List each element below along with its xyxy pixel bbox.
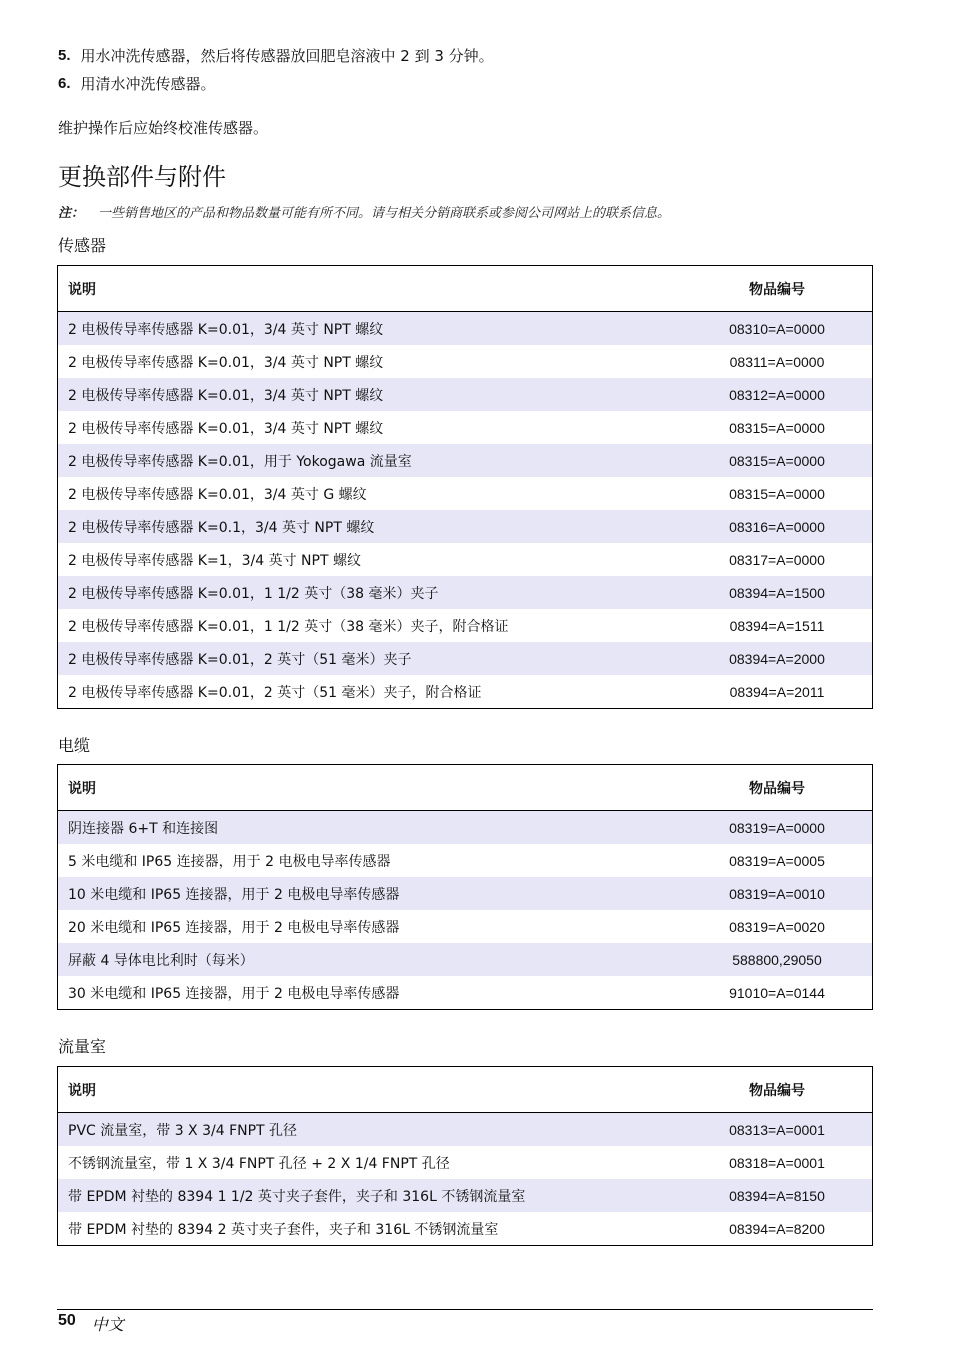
table-row (58, 1146, 873, 1179)
column-header-description: 说明 (58, 1067, 683, 1113)
item-description: 2 电极传导率传感器 K=0.01，3/4 英寸 NPT 螺纹 (58, 378, 683, 411)
cables-heading: 电缆 (58, 736, 91, 755)
section-title: 更换部件与附件 (58, 163, 226, 191)
note-text: 一些销售地区的产品和物品数量可能有所不同。请与相关分销商联系或参阅公司网站上的联系信息。 (98, 206, 671, 221)
item-description: 2 电极传导率传感器 K=0.01，1 1/2 英寸（38 毫米）夹子 (58, 576, 683, 609)
item-number: 91010=A=0144 (729, 984, 825, 1001)
item-number: 08394=A=8150 (682, 1179, 873, 1212)
item-description: 阴连接器 6+T 和连接图 (58, 811, 683, 845)
cables-table (57, 764, 873, 1010)
item-description: 2 电极传导率传感器 K=0.01，3/4 英寸 NPT 螺纹 (68, 420, 384, 437)
table-row (58, 444, 873, 477)
item-number: 08394=A=1500 (682, 576, 873, 609)
note-label: 注： (58, 206, 85, 221)
item-description: 2 电极传导率传感器 K=0.01，3/4 英寸 G 螺纹 (68, 486, 367, 503)
page-footer (58, 1312, 124, 1335)
flowcells-heading: 流量室 (58, 1037, 107, 1056)
table-row (58, 844, 873, 877)
footer-language: 中文 (91, 1315, 124, 1334)
footer-divider (57, 1309, 873, 1310)
item-description: 带 EPDM 衬垫的 8394 1 1/2 英寸夹子套件，夹子和 316L 不锈钢流量室 (58, 1179, 683, 1212)
item-description: 2 电极传导率传感器 K=0.01，3/4 英寸 NPT 螺纹 (58, 312, 683, 346)
step-6 (58, 74, 216, 94)
item-number: 08394=A=1511 (729, 617, 825, 634)
table-header-row (58, 266, 873, 312)
step-text: 用水冲洗传感器，然后将传感器放回肥皂溶液中 2 到 3 分钟。 (80, 47, 494, 65)
table-row (58, 378, 873, 411)
table-row (58, 609, 873, 642)
sensors-table (57, 265, 873, 709)
item-description: 20 米电缆和 IP65 连接器，用于 2 电极电导率传感器 (68, 919, 400, 936)
item-number: 08394=A=8200 (729, 1220, 825, 1237)
item-number: 08319=A=0020 (729, 918, 825, 935)
table-row (58, 976, 873, 1010)
sensors-heading: 传感器 (58, 236, 107, 255)
item-description: PVC 流量室，带 3 X 3/4 FNPT 孔径 (58, 1113, 683, 1147)
item-description: 30 米电缆和 IP65 连接器，用于 2 电极电导率传感器 (68, 985, 400, 1002)
table-row (58, 312, 873, 346)
flowcells-table (57, 1066, 873, 1246)
step-number: 5. (58, 47, 71, 64)
item-number: 08316=A=0000 (682, 510, 873, 543)
table-row (58, 675, 873, 709)
table-row (58, 811, 873, 845)
table-row (58, 576, 873, 609)
item-number: 08394=A=2011 (729, 683, 825, 700)
column-header-description: 说明 (58, 765, 683, 811)
table-row (58, 877, 873, 910)
table-row (58, 543, 873, 576)
item-description: 2 电极传导率传感器 K=0.01，1 1/2 英寸（38 毫米）夹子，附合格证 (68, 618, 509, 635)
item-description: 10 米电缆和 IP65 连接器，用于 2 电极电导率传感器 (58, 877, 683, 910)
table-row (58, 510, 873, 543)
table-row (58, 642, 873, 675)
item-number: 08317=A=0000 (729, 551, 825, 568)
item-description: 2 电极传导率传感器 K=0.01，2 英寸（51 毫米）夹子，附合格证 (68, 684, 482, 701)
step-text: 用清水冲洗传感器。 (80, 75, 216, 93)
item-description: 2 电极传导率传感器 K=0.01，2 英寸（51 毫米）夹子 (58, 642, 683, 675)
item-description: 5 米电缆和 IP65 连接器，用于 2 电极电导率传感器 (68, 853, 391, 870)
item-number: 08394=A=2000 (682, 642, 873, 675)
item-description: 2 电极传导率传感器 K=1，3/4 英寸 NPT 螺纹 (68, 552, 361, 569)
item-number: 08310=A=0000 (682, 312, 873, 346)
item-description: 2 电极传导率传感器 K=0.1，3/4 英寸 NPT 螺纹 (58, 510, 683, 543)
item-number: 08318=A=0001 (729, 1154, 825, 1171)
column-header-item-number: 物品编号 (682, 1067, 873, 1113)
step-number: 6. (58, 75, 71, 92)
page-number: 50 (58, 1312, 76, 1329)
table-row (58, 943, 873, 976)
column-header-description: 说明 (58, 266, 683, 312)
item-description: 2 电极传导率传感器 K=0.01，用于 Yokogawa 流量室 (58, 444, 683, 477)
table-header-row (58, 1067, 873, 1113)
item-description: 不锈钢流量室，带 1 X 3/4 FNPT 孔径 + 2 X 1/4 FNPT 孔径 (68, 1155, 450, 1172)
item-description: 屏蔽 4 导体电比利时（每米） (58, 943, 683, 976)
table-row (58, 1179, 873, 1212)
table-row (58, 1113, 873, 1147)
item-number: 08315=A=0000 (729, 485, 825, 502)
table-row (58, 477, 873, 510)
note (58, 202, 670, 221)
column-header-item-number: 物品编号 (682, 266, 873, 312)
item-number: 08315=A=0000 (729, 419, 825, 436)
item-number: 08313=A=0001 (682, 1113, 873, 1147)
item-number: 588800,29050 (682, 943, 873, 976)
table-header-row (58, 765, 873, 811)
item-number: 08319=A=0010 (682, 877, 873, 910)
item-number: 08312=A=0000 (682, 378, 873, 411)
table-row (58, 345, 873, 378)
item-description: 带 EPDM 衬垫的 8394 2 英寸夹子套件，夹子和 316L 不锈钢流量室 (68, 1221, 499, 1238)
table-row (58, 910, 873, 943)
table-row (58, 1212, 873, 1246)
item-number: 08319=A=0000 (682, 811, 873, 845)
table-row (58, 411, 873, 444)
maintenance-note: 维护操作后应始终校准传感器。 (58, 119, 269, 137)
item-number: 08319=A=0005 (729, 852, 825, 869)
item-number: 08315=A=0000 (682, 444, 873, 477)
item-number: 08311=A=0000 (729, 353, 825, 370)
item-description: 2 电极传导率传感器 K=0.01，3/4 英寸 NPT 螺纹 (68, 354, 384, 371)
column-header-item-number: 物品编号 (682, 765, 873, 811)
step-5 (58, 46, 494, 66)
